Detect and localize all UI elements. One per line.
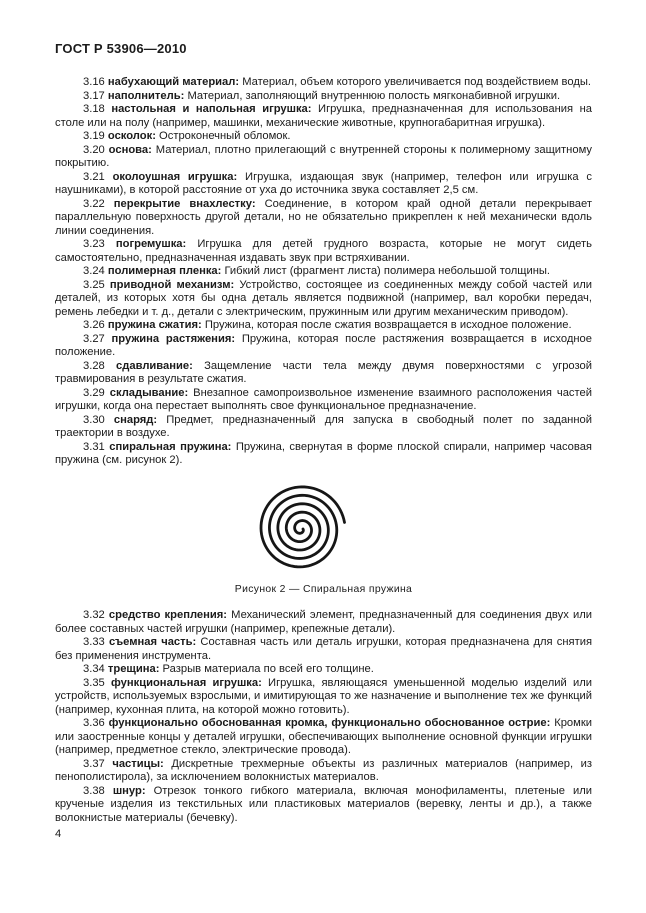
term-name: средство крепления: [108, 609, 228, 621]
term-number: 3.31 [83, 440, 110, 453]
definition-item [55, 171, 592, 198]
figure-2-block [55, 479, 592, 597]
term-number: 3.18 [83, 103, 112, 115]
definition-item [55, 663, 592, 677]
term-name: перекрытие внахлестку: [113, 197, 256, 210]
term-name: набухающий материал: [107, 76, 240, 88]
term-number: 3.34 [83, 663, 108, 675]
definition-item [55, 414, 592, 441]
term-name: приводной механизм: [109, 278, 235, 291]
definition-item [55, 333, 592, 360]
term-definition: Пружина, которая после растяжения возвращается в исходное положение. [55, 332, 592, 358]
term-name: спиральная пружина: [109, 440, 232, 453]
term-definition: Игрушка для детей грудного возраста, которые не могут сидеть самостоятельно, предназначенная издавать звук при встряхивании. [55, 238, 592, 264]
term-number: 3.33 [83, 636, 109, 648]
definition-item [55, 758, 592, 785]
term-number: 3.24 [83, 265, 108, 277]
term-name: пружина растяжения: [111, 332, 236, 345]
term-name: сдавливание: [116, 359, 193, 372]
spiral-spring-figure [251, 479, 351, 579]
term-name: околоушная игрушка: [112, 170, 238, 183]
definition-item [55, 319, 592, 333]
term-name: снаряд: [113, 413, 158, 426]
term-definition: Материал, заполняющий внутреннюю полость мягконабивной игрушки. [184, 89, 561, 102]
term-number: 3.37 [83, 757, 113, 770]
term-number: 3.20 [83, 143, 109, 156]
term-definition: Игрушка, являющаяся уменьшенной моделью изделий или устройств, используемых взрослыми, и имитирующая то же назначение и выполнение тех же функций (например, кухонная плита, на которой можно готовить). [55, 676, 592, 716]
definitions-section [55, 76, 592, 825]
term-name: съемная часть: [108, 636, 197, 648]
term-name: осколок: [107, 130, 156, 142]
definition-item [55, 441, 592, 468]
term-name: наполнитель: [107, 89, 185, 102]
term-definition: Составная часть или деталь игрушки, которая предназначена для снятия без применения инструмента. [55, 636, 592, 662]
term-definition: Кромки или заостренные концы у деталей игрушки, обеспечивающих выполнение основной функции игрушки (например, предметное стекло, электрические провода). [55, 717, 592, 756]
figure-caption: Рисунок 2 — Спиральная пружина [234, 583, 413, 595]
term-name: функционально обоснованная кромка, функционально обоснованное острие: [108, 717, 551, 729]
term-definition: Отрезок тонкого гибкого материала, включая монофиламенты, плетеные или крученые изделия из текстильных или пластиковых материалов (веревку, ленты и др.), а также волокнистые материалы (бечевку). [55, 784, 592, 824]
term-number: 3.26 [83, 319, 108, 331]
definition-item [55, 144, 592, 171]
term-number: 3.36 [83, 717, 109, 729]
definition-item [55, 636, 592, 663]
term-definition: Гибкий лист (фрагмент листа) полимера небольшой толщины. [221, 265, 551, 277]
definition-item [55, 360, 592, 387]
term-name: частицы: [112, 757, 164, 770]
term-name: основа: [108, 143, 152, 156]
term-number: 3.21 [83, 170, 113, 183]
definition-item [55, 717, 592, 758]
standard-designation: ГОСТ Р 53906—2010 [55, 41, 187, 56]
term-definition: Остроконечный обломок. [155, 130, 291, 142]
definition-item [55, 279, 592, 320]
term-name: функциональная игрушка: [111, 676, 262, 689]
term-definition: Игрушка, предназначенная для использования на столе или на полу (например, машинки, механические животные, крупногабаритная игрушка). [55, 103, 593, 129]
term-name: шнур: [112, 784, 146, 797]
term-number: 3.19 [83, 130, 108, 142]
term-name: пружина сжатия: [107, 319, 202, 331]
term-definition: Защемление части тела между двумя поверхностями с угрозой травмирования в результате сжатия. [55, 359, 592, 385]
term-number: 3.22 [83, 197, 114, 210]
term-name: настольная и напольная игрушка: [111, 103, 312, 115]
term-definition: Внезапное самопроизвольное изменение взаимного расположения частей игрушки, когда она перестает выполнять свое функциональное предназначение. [55, 386, 592, 412]
definition-item [55, 103, 592, 130]
term-number: 3.32 [83, 609, 109, 621]
term-number: 3.38 [83, 784, 113, 797]
term-name: полимерная пленка: [107, 265, 222, 277]
terms-list-before-figure [55, 76, 592, 468]
term-number: 3.28 [83, 359, 117, 372]
term-definition: Материал, плотно прилегающий с внутренней стороны к полимерному защитному покрытию. [55, 143, 592, 169]
term-definition: Разрыв материала по всей его толщине. [159, 663, 374, 675]
term-name: складывание: [109, 386, 189, 399]
term-number: 3.30 [83, 413, 114, 426]
term-definition: Устройство, состоящее из соединенных между собой частей или деталей, из которых хотя бы одна деталь является подвижной (например, вал коробки передач, ремень лебедки и т. д., детали с электрическим, пружинным или другим механическим приводом). [55, 278, 592, 318]
definition-item [55, 387, 592, 414]
definition-item [55, 265, 592, 279]
definition-item [55, 198, 592, 239]
term-number: 3.29 [83, 386, 110, 399]
term-definition: Соединение, в котором край одной детали перекрывает параллельную поверхность другой детали, но не обязательно прикреплен к ней механически вдоль линии соединения. [55, 197, 593, 237]
term-number: 3.35 [83, 676, 111, 689]
term-definition: Игрушка, издающая звук (например, телефон или игрушка с наушниками), в которой расстояние от уха до источника звука составляет 2,5 см. [55, 170, 592, 196]
term-number: 3.17 [83, 89, 108, 102]
term-definition: Пружина, свернутая в форме плоской спирали, например часовая пружина (см. рисунок 2). [55, 440, 592, 466]
term-definition: Пружина, которая после сжатия возвращается в исходное положение. [201, 319, 572, 331]
definition-item [55, 90, 592, 104]
definition-item [55, 609, 592, 636]
definition-item [55, 76, 592, 90]
term-name: погремушка: [115, 238, 187, 250]
definition-item [55, 785, 592, 826]
term-number: 3.25 [83, 278, 110, 291]
page-number: 4 [55, 828, 62, 840]
term-definition: Предмет, предназначенный для запуска в свободный полет по заданной траектории в воздухе. [55, 413, 592, 439]
term-number: 3.27 [83, 332, 112, 345]
definition-item [55, 238, 592, 265]
term-number: 3.16 [83, 76, 108, 88]
definition-item [55, 130, 592, 144]
term-definition: Материал, объем которого увеличивается под воздействием воды. [239, 76, 592, 88]
terms-list-after-figure [55, 609, 592, 825]
term-number: 3.23 [83, 238, 116, 250]
term-definition: Механический элемент, предназначенный для соединения двух или более составных частей игрушки (например, крепежные детали). [55, 609, 592, 635]
term-name: трещина: [107, 663, 160, 675]
definition-item [55, 677, 592, 718]
term-definition: Дискретные трехмерные объекты из различных материалов (например, из пенополистирола), за исключением волокнистых материалов. [55, 757, 593, 783]
